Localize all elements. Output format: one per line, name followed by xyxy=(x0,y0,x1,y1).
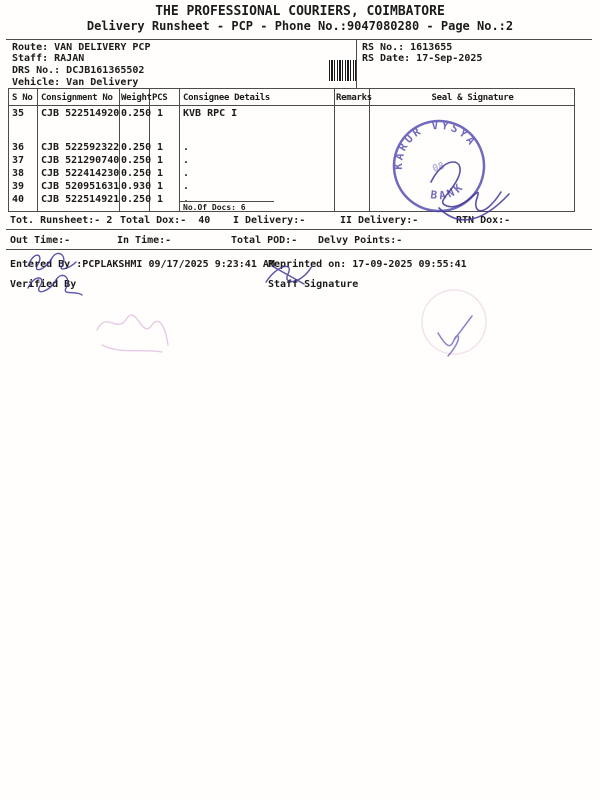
col-header-seal: Seal & Signature xyxy=(431,93,514,103)
cell-sno: 36 xyxy=(12,142,25,153)
docs-count: No.Of Docs: 6 xyxy=(183,203,246,212)
cell-pcs: 1 xyxy=(157,142,164,153)
cell-consignment: CJB 522514921 xyxy=(41,194,120,205)
verified-by-signature xyxy=(24,270,88,302)
cell-weight: 0.930 xyxy=(121,181,152,192)
table-column-line xyxy=(179,89,180,211)
cell-consignee: . xyxy=(183,194,190,205)
rs-no-line: RS No.: 1613655 xyxy=(362,42,453,53)
cell-sno: 40 xyxy=(12,194,25,205)
divider-line xyxy=(6,39,592,40)
cell-pcs: 1 xyxy=(157,181,164,192)
cell-pcs: 1 xyxy=(157,194,164,205)
rtn-dox: RTN Dox:- xyxy=(456,215,511,226)
cell-weight: 0.250 xyxy=(121,108,152,119)
seal-signature-scribble xyxy=(425,150,520,235)
staff-signature-label: Staff Signature xyxy=(268,279,359,290)
col-header-sno: S No xyxy=(12,93,33,103)
docs-note-line xyxy=(179,201,274,202)
col-header-consignee: Consignee Details xyxy=(183,93,271,103)
faint-tick-signature xyxy=(438,316,472,356)
staff-signature-scribble xyxy=(258,258,322,290)
cell-weight: 0.250 xyxy=(121,168,152,179)
i-delivery: I Delivery:- xyxy=(233,215,306,226)
entered-by-line: Entered By :PCPLAKSHMI 09/17/2025 9:23:41 AM xyxy=(10,259,275,270)
cell-weight: 0.250 xyxy=(121,155,152,166)
divider-line xyxy=(6,249,592,250)
table-column-line xyxy=(369,89,370,211)
cell-consignee: . xyxy=(183,168,190,179)
cell-sno: 38 xyxy=(12,168,25,179)
cell-consignment: CJB 520951631 xyxy=(41,181,120,192)
cell-pcs: 1 xyxy=(157,155,164,166)
cell-consignee: . xyxy=(183,142,190,153)
total-pod: Total POD:- xyxy=(231,235,298,246)
ii-delivery: II Delivery:- xyxy=(340,215,419,226)
rs-date-line: RS Date: 17-Sep-2025 xyxy=(362,53,483,64)
staff-line: Staff: RAJAN xyxy=(12,53,85,64)
reprinted-on-line: Reprinted on: 17-09-2025 09:55:41 xyxy=(268,259,467,270)
cell-consignee: KVB RPC I xyxy=(183,108,238,119)
table-header-line xyxy=(9,105,574,106)
cell-consignment: CJB 521290740 xyxy=(41,155,120,166)
cell-consignment: CJB 522592322 xyxy=(41,142,120,153)
cell-weight: 0.250 xyxy=(121,142,152,153)
col-header-remarks: Remarks xyxy=(336,93,372,103)
verified-by-label: Verified By xyxy=(10,279,77,290)
cell-sno: 35 xyxy=(12,108,25,119)
cell-weight: 0.250 xyxy=(121,194,152,205)
stamp-text-bottom: BANK xyxy=(429,179,468,203)
stamp-center-text: 08 xyxy=(431,160,446,175)
info-separator-line xyxy=(356,39,357,88)
cell-consignment: CJB 522414230 xyxy=(41,168,120,179)
in-time: In Time:- xyxy=(117,235,172,246)
faint-stamp xyxy=(408,288,500,370)
cell-sno: 39 xyxy=(12,181,25,192)
cell-consignee: . xyxy=(183,181,190,192)
drs-barcode xyxy=(329,60,356,81)
stamp-text-top: KARUR VYSYA xyxy=(391,118,480,170)
drs-no-line: DRS No.: DCJB161365502 xyxy=(12,65,145,76)
total-dox: Total Dox:- 40 xyxy=(120,215,211,226)
total-runsheet: Tot. Runsheet:- 2 xyxy=(10,215,113,226)
cell-consignee: . xyxy=(183,155,190,166)
col-header-consignment: Consignment No xyxy=(41,93,113,103)
faint-scribble xyxy=(92,300,174,362)
table-column-line xyxy=(37,89,38,211)
vehicle-line: Vehicle: Van Delivery xyxy=(12,77,139,88)
out-time: Out Time:- xyxy=(10,235,71,246)
cell-pcs: 1 xyxy=(157,108,164,119)
cell-sno: 37 xyxy=(12,155,25,166)
page-title: THE PROFESSIONAL COURIERS, COIMBATORE xyxy=(155,4,445,19)
page-subtitle: Delivery Runsheet - PCP - Phone No.:9047080280 - Page No.:2 xyxy=(86,19,514,33)
table-column-line xyxy=(334,89,335,211)
col-header-pcs: PCS xyxy=(152,93,168,103)
cell-pcs: 1 xyxy=(157,168,164,179)
cell-consignment: CJB 522514920 xyxy=(41,108,120,119)
col-header-weight: Weight xyxy=(121,93,152,103)
route-line: Route: VAN DELIVERY PCP xyxy=(12,42,151,53)
delvy-points: Delvy Points:- xyxy=(318,235,403,246)
